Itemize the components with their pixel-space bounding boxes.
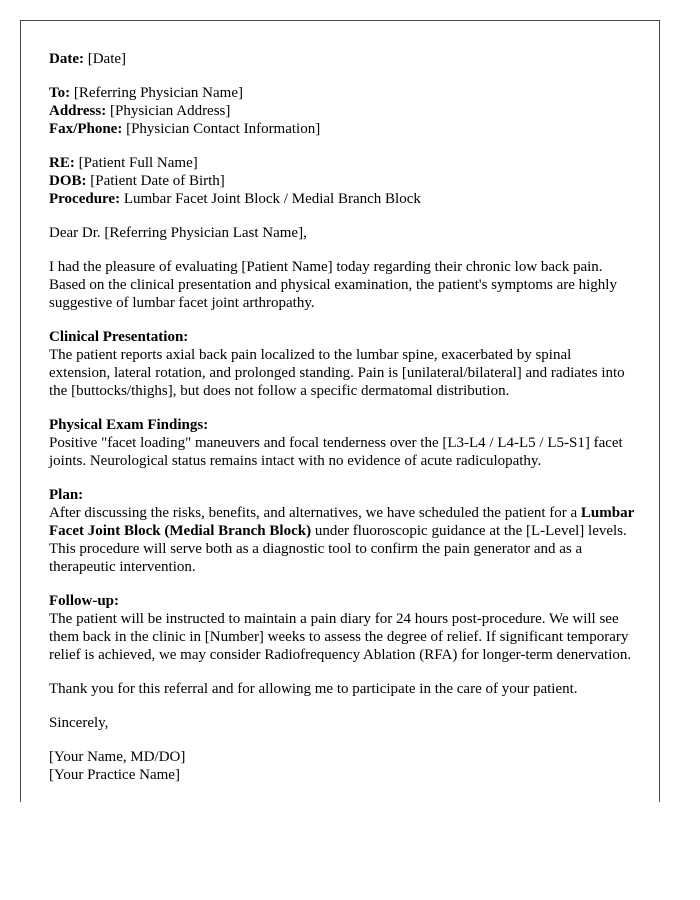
address-value: [Physician Address] — [109, 103, 231, 119]
plan-text-before: After discussing the risks, benefits, and alternatives, we have scheduled the patient for a — [49, 505, 581, 521]
fax-line — [49, 120, 634, 138]
re-line — [49, 154, 634, 172]
address-label: Address: — [49, 103, 107, 119]
followup-text: The patient will be instructed to maintain a pain diary for 24 hours post-procedure. We will see them back in the clinic in [Number] weeks to assess the degree of relief. If significant temporary relief is achieved, we may consider Radiofrequency Ablation (RFA) for longer-term denervation. — [49, 611, 632, 663]
re-label: RE: — [49, 155, 75, 171]
date-line — [49, 50, 634, 68]
dob-value: [Patient Date of Birth] — [90, 173, 225, 189]
to-label: To: — [49, 85, 71, 101]
followup-section — [49, 592, 634, 664]
closing: Sincerely, — [49, 715, 109, 731]
plan-procedure-bold: Lumbar Facet Joint Block (Medial Branch Block) — [49, 505, 634, 539]
patient-block — [49, 154, 634, 208]
clinical-heading: Clinical Presentation: — [49, 329, 189, 345]
signature-block — [49, 748, 634, 784]
fax-value: [Physician Contact Information] — [126, 121, 321, 137]
re-value: [Patient Full Name] — [78, 155, 198, 171]
plan-heading: Plan: — [49, 487, 84, 503]
thanks-paragraph: Thank you for this referral and for allowing me to participate in the care of your patient. — [49, 681, 578, 697]
signature-name: [Your Name, MD/DO] — [49, 749, 186, 765]
procedure-line — [49, 190, 634, 208]
address-line — [49, 102, 634, 120]
followup-heading: Follow-up: — [49, 593, 120, 609]
intro-paragraph: I had the pleasure of evaluating [Patient Name] today regarding their chronic low back pain. Based on the clinical presentation and physical examination, the patient's symptoms are highly suggestive of lumbar facet joint arthropathy. — [49, 259, 617, 311]
plan-section — [49, 486, 634, 576]
exam-text: Positive "facet loading" maneuvers and focal tenderness over the [L3-L4 / L4-L5 / L5-S1] facet joints. Neurological status remains intact with no evidence of acute radiculopathy. — [49, 435, 623, 469]
fax-label: Fax/Phone: — [49, 121, 123, 137]
plan-text-after: under fluoroscopic guidance at the [L-Level] levels. This procedure will serve both as a diagnostic tool to confirm the pain generator and as a therapeutic intervention. — [49, 523, 627, 575]
to-line — [49, 84, 634, 102]
procedure-label: Procedure: — [49, 191, 121, 207]
dob-label: DOB: — [49, 173, 87, 189]
signature-practice: [Your Practice Name] — [49, 767, 180, 783]
clinical-text: The patient reports axial back pain localized to the lumbar spine, exacerbated by spinal extension, lateral rotation, and prolonged standing. Pain is [unilateral/bilateral] and radiates into the [buttocks/thighs], but does not follow a specific dermatomal distribution. — [49, 347, 625, 399]
recipient-block — [49, 84, 634, 138]
to-value: [Referring Physician Name] — [73, 85, 243, 101]
date-value: [Date] — [87, 51, 127, 67]
letter-page — [20, 20, 660, 802]
dob-line — [49, 172, 634, 190]
procedure-value: Lumbar Facet Joint Block / Medial Branch Block — [123, 191, 421, 207]
exam-section — [49, 416, 634, 470]
greeting: Dear Dr. [Referring Physician Last Name], — [49, 225, 307, 241]
date-label: Date: — [49, 51, 84, 67]
clinical-section — [49, 328, 634, 400]
letter-content — [49, 50, 634, 784]
exam-heading: Physical Exam Findings: — [49, 417, 209, 433]
